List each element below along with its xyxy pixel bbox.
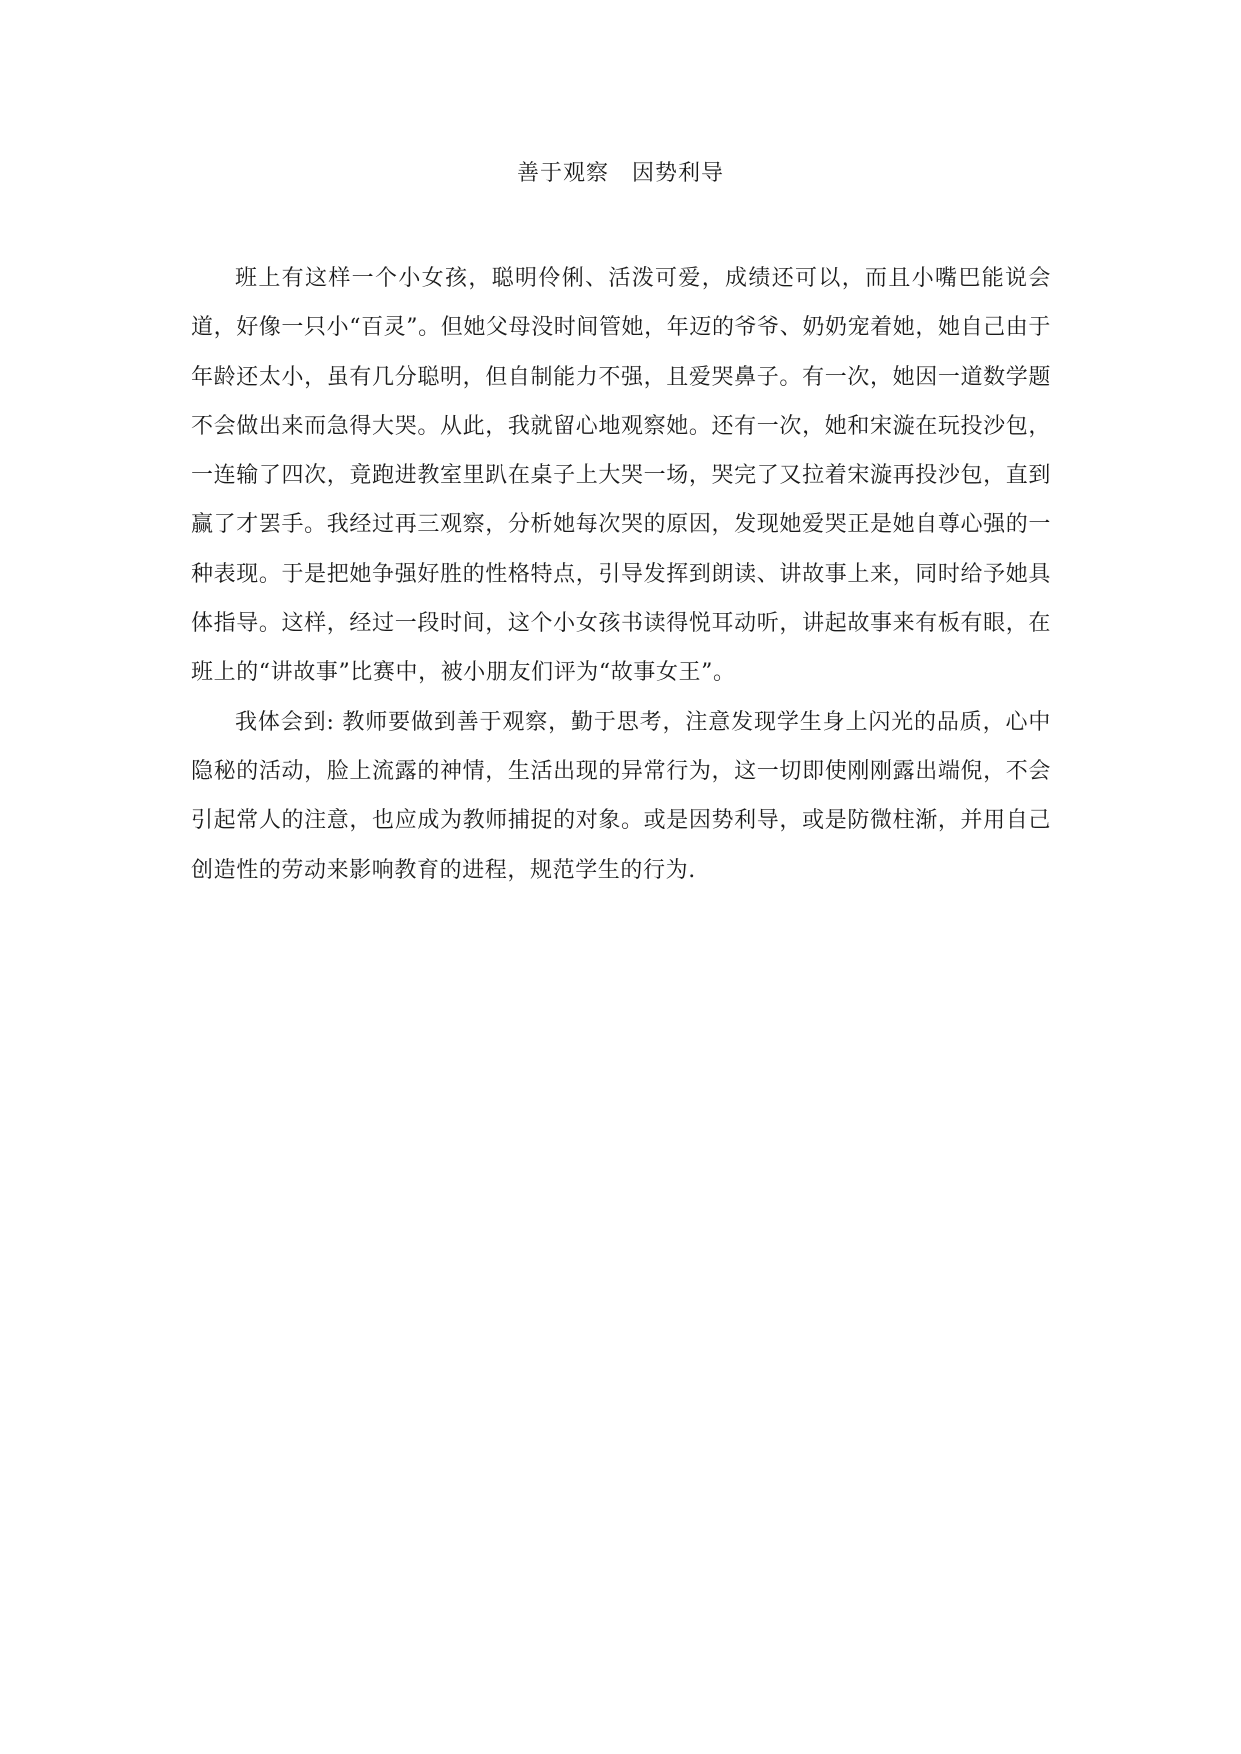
document-title: 善于观察 因势利导 <box>516 161 724 186</box>
document-body <box>191 254 1051 895</box>
paragraph-story: 班上有这样一个小女孩，聪明伶俐、活泼可爱，成绩还可以，而且小嘴巴能说会道，好像一只小“百灵”。但她父母没时间管她，年迈的爷爷、奶奶宠着她，她自己由于年龄还太小，虽有几分聪明，但自制能力不强，且爱哭鼻子。有一次，她因一道数学题不会做出来而急得大哭。从此，我就留心地观察她。还有一次，她和宋漩在玩投沙包，一连输了四次，竟跑进教室里趴在桌子上大哭一场，哭完了又拉着宋漩再投沙包，直到赢了才罢手。我经过再三观察，分析她每次哭的原因，发现她爱哭正是她自尊心强的一种表现。于是把她争强好胜的性格特点，引导发挥到朗读、讲故事上来，同时给予她具体指导。这样，经过一段时间，这个小女孩书读得悦耳动听，讲起故事来有板有眼，在班上的“讲故事”比赛中，被小朋友们评为“故事女王”。 <box>191 266 1051 686</box>
paragraph-reflection: 我体会到: 教师要做到善于观察，勤于思考，注意发现学生身上闪光的品质，心中隐秘的活动，脸上流露的神情，生活出现的异常行为，这一切即使刚刚露出端倪，不会引起常人的注意，也应成为教师捕捉的对象。或是因势利导，或是防微柱渐，并用自己创造性的劳动来影响教育的进程，规范学生的行为. <box>191 709 1051 883</box>
